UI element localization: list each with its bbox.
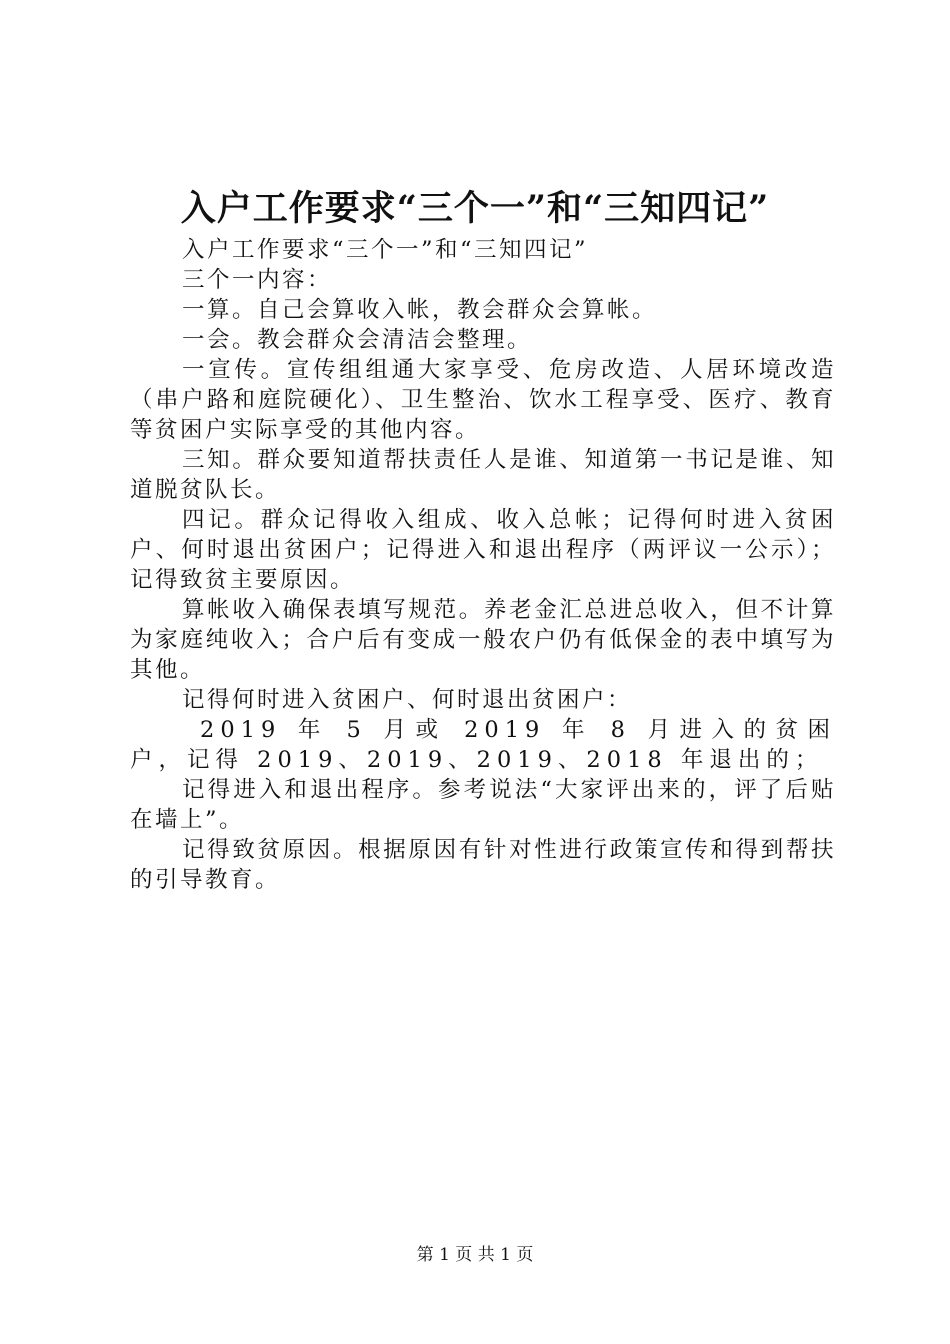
paragraph-8: 算帐收入确保表填写规范。养老金汇总进总收入，但不计算为家庭纯收入；合户后有变成一般农户仍有低保金的表中填写为其他。	[130, 597, 836, 683]
paragraph-1: 入户工作要求“三个一”和“三知四记”	[182, 237, 589, 263]
paragraph-5: 一宣传。宣传组组通大家享受、危房改造、人居环境改造（串户路和庭院硬化）、卫生整治、饮水工程享受、医疗、教育等贫困户实际享受的其他内容。	[130, 357, 836, 443]
document-body	[130, 235, 836, 895]
paragraph-10: 2019 年 5 月或 2019 年 8 月进入的贫困户，记得 2019、2019、2019、2018 年退出的；	[130, 717, 836, 773]
paragraph-7: 四记。群众记得收入组成、收入总帐；记得何时进入贫困户、何时退出贫困户；记得进入和退出程序（两评议一公示）；记得致贫主要原因。	[130, 507, 836, 593]
paragraph-6: 三知。群众要知道帮扶责任人是谁、知道第一书记是谁、知道脱贫队长。	[130, 447, 836, 503]
paragraph-12: 记得致贫原因。根据原因有针对性进行政策宣传和得到帮扶的引导教育。	[130, 837, 836, 893]
paragraph-11: 记得进入和退出程序。参考说法“大家评出来的，评了后贴在墙上”。	[130, 777, 836, 833]
paragraph-3: 一算。自己会算收入帐，教会群众会算帐。	[182, 297, 658, 323]
paragraph-4: 一会。教会群众会清洁会整理。	[182, 327, 533, 353]
paragraph-9: 记得何时进入贫困户、何时退出贫困户：	[182, 687, 633, 713]
paragraph-2: 三个一内容：	[182, 267, 333, 293]
page-footer: 第 1 页 共 1 页	[416, 1245, 534, 1265]
document-title: 入户工作要求“三个一”和“三知四记”	[180, 188, 770, 229]
